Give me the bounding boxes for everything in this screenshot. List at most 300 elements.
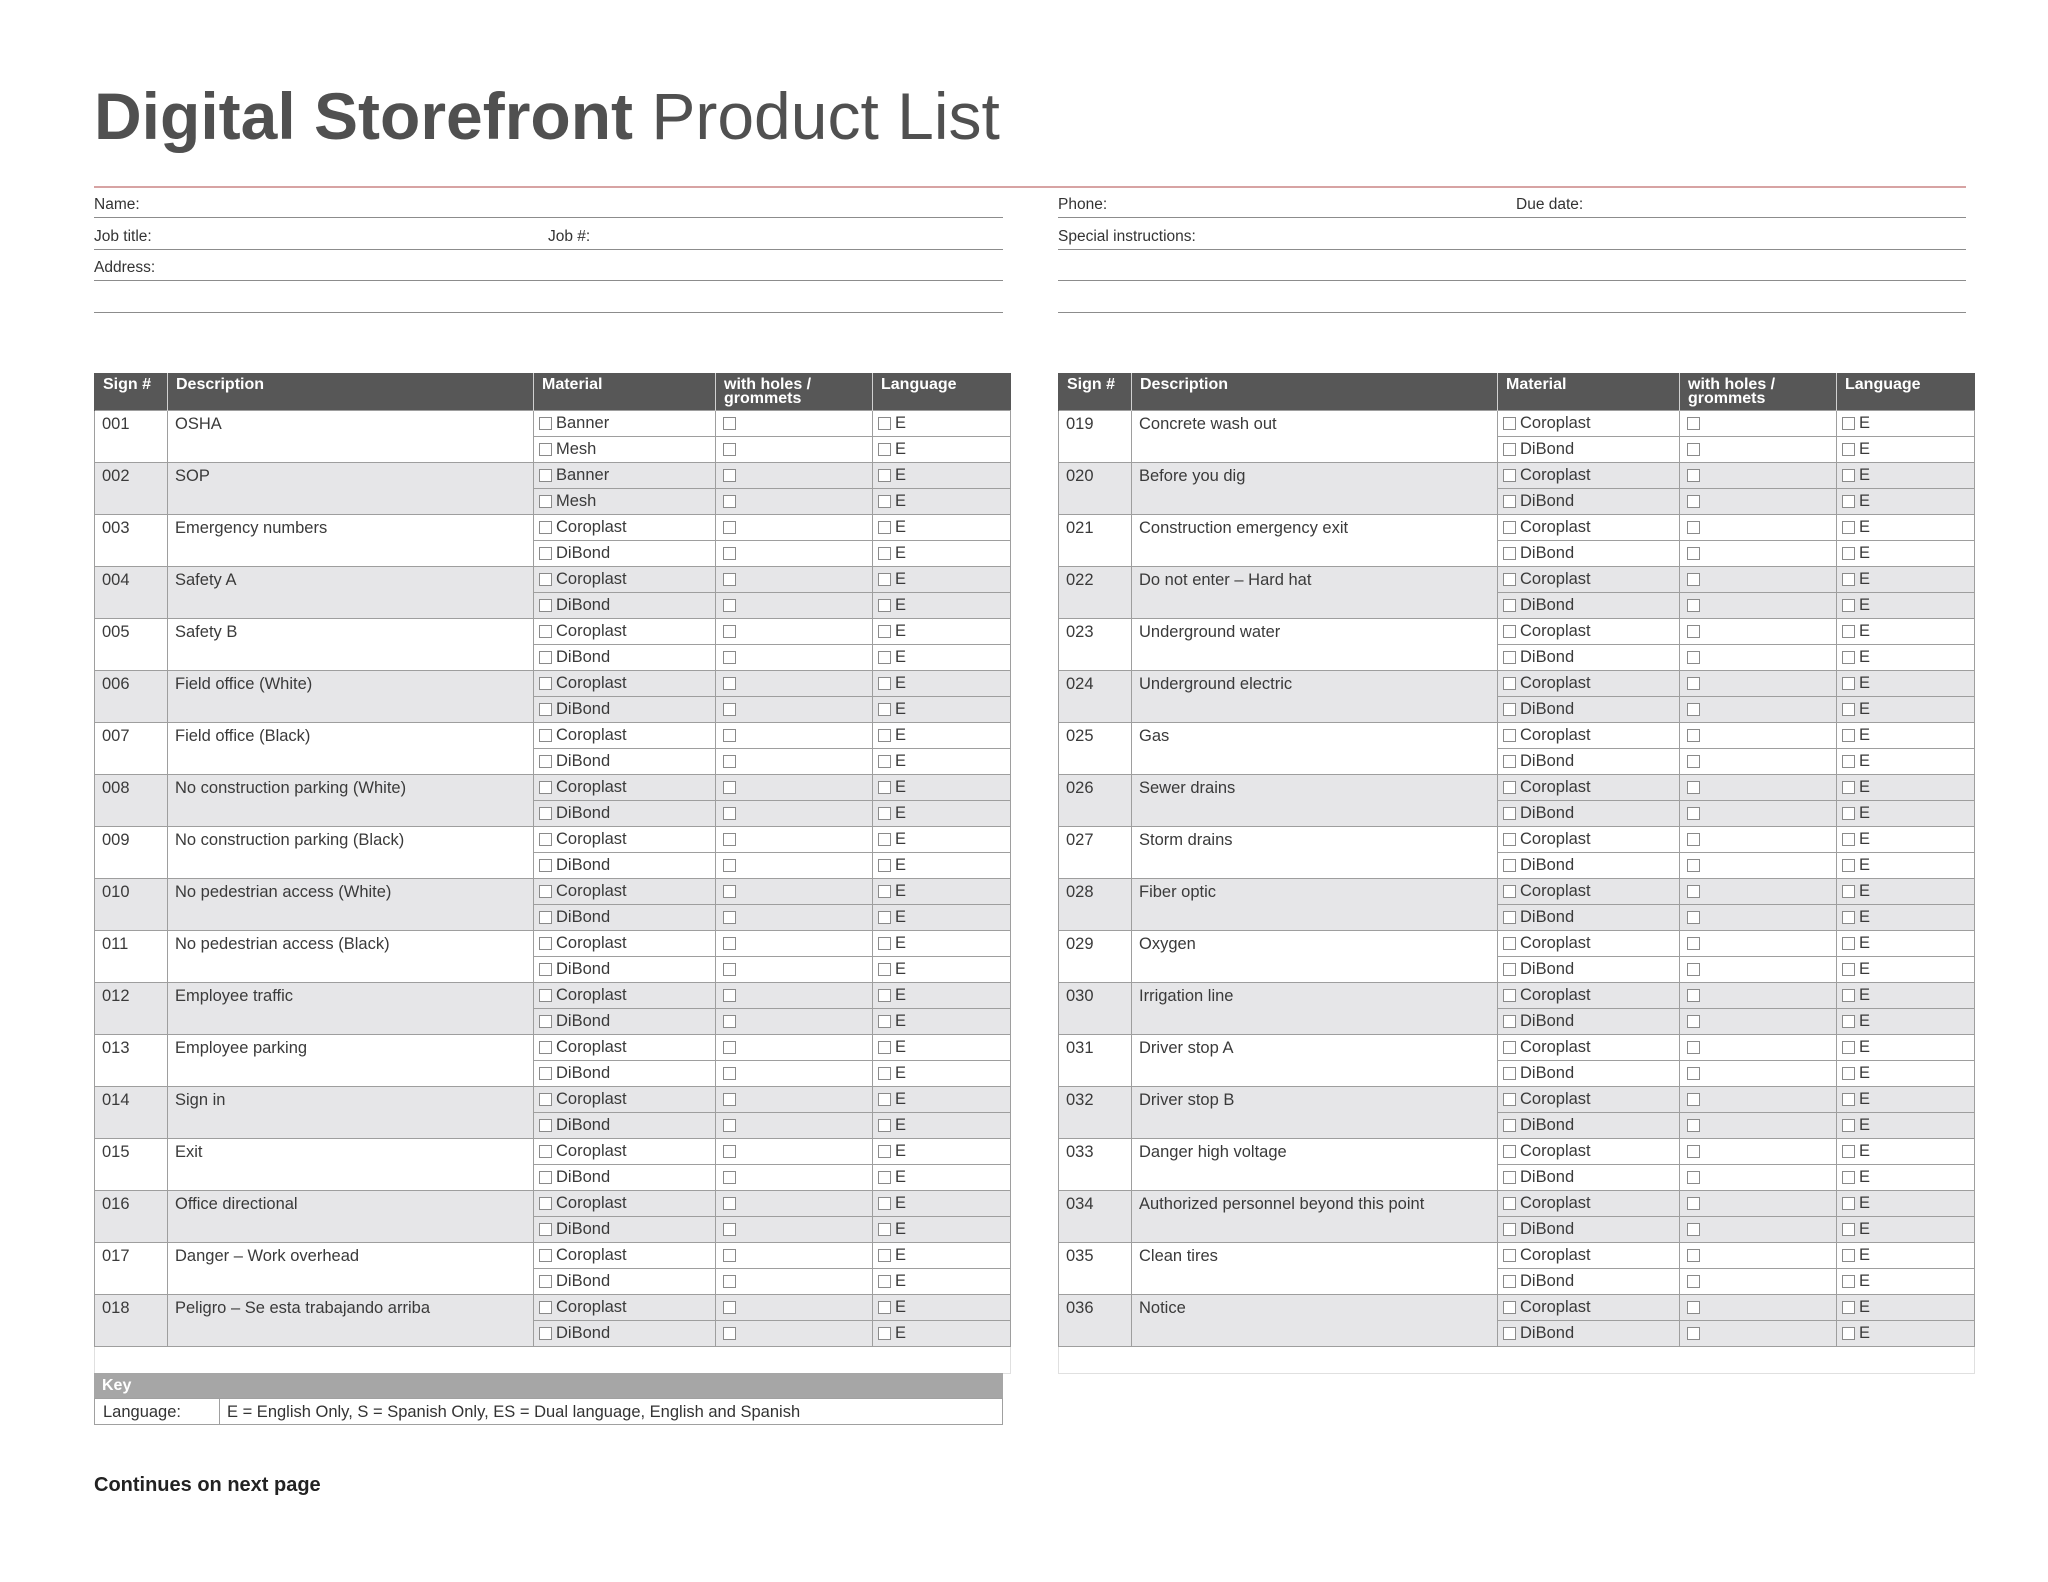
grommets-checkbox[interactable] xyxy=(1687,911,1700,924)
language-checkbox[interactable] xyxy=(878,703,891,716)
grommets-checkbox[interactable] xyxy=(723,1197,736,1210)
grommets-checkbox[interactable] xyxy=(1687,443,1700,456)
material-checkbox[interactable] xyxy=(539,651,552,664)
grommets-checkbox[interactable] xyxy=(1687,1067,1700,1080)
material-checkbox[interactable] xyxy=(539,937,552,950)
sign-number: 023 xyxy=(1059,619,1132,671)
material-checkbox[interactable] xyxy=(1503,755,1516,768)
grommets-checkbox[interactable] xyxy=(723,1301,736,1314)
material-checkbox[interactable] xyxy=(1503,677,1516,690)
material-checkbox[interactable] xyxy=(539,1223,552,1236)
sign-description: Notice xyxy=(1132,1295,1498,1347)
name-field[interactable] xyxy=(94,217,1003,218)
material-checkbox[interactable] xyxy=(1503,807,1516,820)
language-cell xyxy=(1837,463,1975,489)
material-checkbox[interactable] xyxy=(539,781,552,794)
material-checkbox[interactable] xyxy=(1503,703,1516,716)
language-checkbox[interactable] xyxy=(878,651,891,664)
sign-number: 003 xyxy=(95,515,168,567)
material-checkbox[interactable] xyxy=(1503,625,1516,638)
material-checkbox[interactable] xyxy=(1503,469,1516,482)
material-checkbox[interactable] xyxy=(1503,859,1516,872)
language-checkbox[interactable] xyxy=(1842,1301,1855,1314)
language-checkbox[interactable] xyxy=(1842,1223,1855,1236)
material-checkbox[interactable] xyxy=(539,495,552,508)
grommets-checkbox[interactable] xyxy=(723,937,736,950)
language-checkbox[interactable] xyxy=(1842,807,1855,820)
language-checkbox[interactable] xyxy=(878,1015,891,1028)
sign-number: 019 xyxy=(1059,411,1132,463)
language-checkbox[interactable] xyxy=(878,1067,891,1080)
sign-number: 024 xyxy=(1059,671,1132,723)
language-label: E xyxy=(895,544,907,562)
grommets-checkbox[interactable] xyxy=(1687,1301,1700,1314)
language-checkbox[interactable] xyxy=(1842,911,1855,924)
grommets-checkbox[interactable] xyxy=(1687,677,1700,690)
material-checkbox[interactable] xyxy=(539,755,552,768)
language-cell xyxy=(873,1061,1011,1087)
grommets-checkbox[interactable] xyxy=(1687,599,1700,612)
grommets-checkbox[interactable] xyxy=(723,703,736,716)
language-checkbox[interactable] xyxy=(1842,443,1855,456)
language-label: E xyxy=(1859,596,1871,614)
language-checkbox[interactable] xyxy=(1842,1145,1855,1158)
material-checkbox[interactable] xyxy=(539,1041,552,1054)
table-row xyxy=(95,775,1011,801)
language-cell xyxy=(873,931,1011,957)
material-checkbox[interactable] xyxy=(1503,911,1516,924)
language-checkbox[interactable] xyxy=(878,937,891,950)
language-label: E xyxy=(895,804,907,822)
grommets-checkbox[interactable] xyxy=(1687,859,1700,872)
material-checkbox[interactable] xyxy=(1503,1197,1516,1210)
grommets-checkbox[interactable] xyxy=(1687,937,1700,950)
material-label: Coroplast xyxy=(556,1298,627,1316)
language-checkbox[interactable] xyxy=(1842,651,1855,664)
special-instructions-line-2[interactable] xyxy=(1058,280,1966,281)
material-checkbox[interactable] xyxy=(539,573,552,586)
table-row xyxy=(1059,723,1975,749)
grommets-checkbox[interactable] xyxy=(723,859,736,872)
material-checkbox[interactable] xyxy=(539,963,552,976)
material-cell xyxy=(534,905,716,931)
language-checkbox[interactable] xyxy=(1842,1015,1855,1028)
language-checkbox[interactable] xyxy=(1842,833,1855,846)
language-checkbox[interactable] xyxy=(878,1145,891,1158)
language-checkbox[interactable] xyxy=(878,1171,891,1184)
phone-field[interactable] xyxy=(1058,217,1966,218)
grommets-checkbox[interactable] xyxy=(1687,989,1700,1002)
language-cell xyxy=(873,515,1011,541)
grommets-checkbox[interactable] xyxy=(723,1171,736,1184)
grommets-checkbox[interactable] xyxy=(1687,547,1700,560)
grommets-cell xyxy=(1680,1269,1837,1295)
language-checkbox[interactable] xyxy=(1842,599,1855,612)
grommets-checkbox[interactable] xyxy=(723,1015,736,1028)
language-checkbox[interactable] xyxy=(1842,885,1855,898)
material-checkbox[interactable] xyxy=(1503,963,1516,976)
language-checkbox[interactable] xyxy=(878,885,891,898)
col-header-material: Material xyxy=(1498,373,1680,411)
material-label: DiBond xyxy=(556,1168,611,1186)
grommets-checkbox[interactable] xyxy=(723,599,736,612)
language-checkbox[interactable] xyxy=(878,495,891,508)
grommets-cell xyxy=(1680,1295,1837,1321)
language-checkbox[interactable] xyxy=(1842,729,1855,742)
language-checkbox[interactable] xyxy=(1842,859,1855,872)
material-cell xyxy=(534,515,716,541)
grommets-checkbox[interactable] xyxy=(1687,1041,1700,1054)
grommets-checkbox[interactable] xyxy=(723,1067,736,1080)
grommets-checkbox[interactable] xyxy=(1687,755,1700,768)
material-label: DiBond xyxy=(556,1324,611,1342)
material-checkbox[interactable] xyxy=(539,677,552,690)
material-checkbox[interactable] xyxy=(539,885,552,898)
table-row xyxy=(1059,775,1975,801)
language-checkbox[interactable] xyxy=(1842,547,1855,560)
grommets-checkbox[interactable] xyxy=(1687,417,1700,430)
language-checkbox[interactable] xyxy=(1842,625,1855,638)
grommets-checkbox[interactable] xyxy=(723,547,736,560)
material-checkbox[interactable] xyxy=(539,521,552,534)
grommets-checkbox[interactable] xyxy=(1687,573,1700,586)
material-checkbox[interactable] xyxy=(1503,1093,1516,1106)
grommets-checkbox[interactable] xyxy=(1687,729,1700,742)
material-checkbox[interactable] xyxy=(1503,1067,1516,1080)
language-checkbox[interactable] xyxy=(878,1249,891,1262)
material-checkbox[interactable] xyxy=(539,729,552,742)
language-checkbox[interactable] xyxy=(878,1327,891,1340)
grommets-checkbox[interactable] xyxy=(723,1119,736,1132)
language-checkbox[interactable] xyxy=(1842,755,1855,768)
material-cell xyxy=(1498,723,1680,749)
material-checkbox[interactable] xyxy=(539,1015,552,1028)
material-checkbox[interactable] xyxy=(539,1249,552,1262)
material-checkbox[interactable] xyxy=(539,625,552,638)
grommets-checkbox[interactable] xyxy=(1687,833,1700,846)
grommets-checkbox[interactable] xyxy=(1687,1197,1700,1210)
material-checkbox[interactable] xyxy=(539,833,552,846)
language-checkbox[interactable] xyxy=(878,573,891,586)
material-checkbox[interactable] xyxy=(1503,1327,1516,1340)
material-checkbox[interactable] xyxy=(1503,1145,1516,1158)
grommets-checkbox[interactable] xyxy=(723,911,736,924)
table-row xyxy=(95,567,1011,593)
material-checkbox[interactable] xyxy=(1503,573,1516,586)
grommets-checkbox[interactable] xyxy=(723,807,736,820)
grommets-checkbox[interactable] xyxy=(723,833,736,846)
material-checkbox[interactable] xyxy=(539,989,552,1002)
grommets-checkbox[interactable] xyxy=(723,1249,736,1262)
grommets-checkbox[interactable] xyxy=(723,1145,736,1158)
material-checkbox[interactable] xyxy=(539,443,552,456)
language-label: E xyxy=(895,648,907,666)
grommets-cell xyxy=(1680,879,1837,905)
language-checkbox[interactable] xyxy=(878,625,891,638)
language-checkbox[interactable] xyxy=(1842,573,1855,586)
material-checkbox[interactable] xyxy=(539,1067,552,1080)
language-label: E xyxy=(1859,518,1871,536)
grommets-checkbox[interactable] xyxy=(723,781,736,794)
language-checkbox[interactable] xyxy=(878,989,891,1002)
material-label: Coroplast xyxy=(556,986,627,1004)
sign-description: Authorized personnel beyond this point xyxy=(1132,1191,1498,1243)
language-checkbox[interactable] xyxy=(878,599,891,612)
table-row xyxy=(95,1087,1011,1113)
grommets-cell xyxy=(1680,671,1837,697)
address-field[interactable] xyxy=(94,280,1003,281)
language-checkbox[interactable] xyxy=(878,781,891,794)
language-label: E xyxy=(1859,1064,1871,1082)
grommets-checkbox[interactable] xyxy=(723,625,736,638)
material-cell xyxy=(534,489,716,515)
grommets-cell xyxy=(716,931,873,957)
language-label: E xyxy=(895,1064,907,1082)
material-checkbox[interactable] xyxy=(1503,1119,1516,1132)
material-checkbox[interactable] xyxy=(539,547,552,560)
special-instructions-line-3[interactable] xyxy=(1058,312,1966,313)
material-checkbox[interactable] xyxy=(539,807,552,820)
language-checkbox[interactable] xyxy=(1842,963,1855,976)
material-checkbox[interactable] xyxy=(1503,417,1516,430)
grommets-checkbox[interactable] xyxy=(1687,1275,1700,1288)
material-checkbox[interactable] xyxy=(1503,1041,1516,1054)
material-checkbox[interactable] xyxy=(539,599,552,612)
grommets-checkbox[interactable] xyxy=(723,677,736,690)
table-row xyxy=(95,1295,1011,1321)
language-checkbox[interactable] xyxy=(1842,677,1855,690)
grommets-checkbox[interactable] xyxy=(1687,495,1700,508)
grommets-checkbox[interactable] xyxy=(1687,1015,1700,1028)
due-date-label: Due date: xyxy=(1516,196,1584,213)
language-label: E xyxy=(895,960,907,978)
grommets-checkbox[interactable] xyxy=(723,1041,736,1054)
grommets-checkbox[interactable] xyxy=(1687,703,1700,716)
language-checkbox[interactable] xyxy=(878,729,891,742)
grommets-checkbox[interactable] xyxy=(723,1327,736,1340)
grommets-checkbox[interactable] xyxy=(723,729,736,742)
grommets-cell xyxy=(716,1113,873,1139)
language-checkbox[interactable] xyxy=(1842,1275,1855,1288)
language-checkbox[interactable] xyxy=(878,963,891,976)
language-checkbox[interactable] xyxy=(878,443,891,456)
material-checkbox[interactable] xyxy=(1503,1171,1516,1184)
language-checkbox[interactable] xyxy=(1842,1197,1855,1210)
grommets-cell xyxy=(1680,1321,1837,1347)
material-checkbox[interactable] xyxy=(1503,1223,1516,1236)
grommets-checkbox[interactable] xyxy=(723,989,736,1002)
grommets-checkbox[interactable] xyxy=(723,1093,736,1106)
language-cell xyxy=(1837,1243,1975,1269)
grommets-checkbox[interactable] xyxy=(1687,1249,1700,1262)
material-checkbox[interactable] xyxy=(1503,651,1516,664)
grommets-checkbox[interactable] xyxy=(723,651,736,664)
material-checkbox[interactable] xyxy=(539,1301,552,1314)
language-cell xyxy=(873,1295,1011,1321)
grommets-checkbox[interactable] xyxy=(723,1275,736,1288)
grommets-checkbox[interactable] xyxy=(1687,1223,1700,1236)
material-cell xyxy=(1498,567,1680,593)
language-checkbox[interactable] xyxy=(878,547,891,560)
grommets-checkbox[interactable] xyxy=(1687,885,1700,898)
sign-number: 011 xyxy=(95,931,168,983)
language-checkbox[interactable] xyxy=(878,833,891,846)
material-checkbox[interactable] xyxy=(1503,1275,1516,1288)
language-checkbox[interactable] xyxy=(878,911,891,924)
material-cell xyxy=(1498,1035,1680,1061)
language-checkbox[interactable] xyxy=(1842,417,1855,430)
material-cell xyxy=(534,593,716,619)
language-cell xyxy=(873,671,1011,697)
material-checkbox[interactable] xyxy=(1503,885,1516,898)
language-checkbox[interactable] xyxy=(1842,1119,1855,1132)
grommets-checkbox[interactable] xyxy=(723,573,736,586)
language-cell xyxy=(873,1321,1011,1347)
table-row xyxy=(95,1035,1011,1061)
material-checkbox[interactable] xyxy=(539,1119,552,1132)
grommets-checkbox[interactable] xyxy=(1687,521,1700,534)
material-label: DiBond xyxy=(1520,544,1575,562)
material-checkbox[interactable] xyxy=(1503,729,1516,742)
language-checkbox[interactable] xyxy=(878,417,891,430)
material-checkbox[interactable] xyxy=(1503,833,1516,846)
material-checkbox[interactable] xyxy=(539,911,552,924)
grommets-checkbox[interactable] xyxy=(723,963,736,976)
language-label: E xyxy=(1859,492,1871,510)
language-checkbox[interactable] xyxy=(878,859,891,872)
language-checkbox[interactable] xyxy=(878,1119,891,1132)
material-checkbox[interactable] xyxy=(539,1275,552,1288)
language-checkbox[interactable] xyxy=(878,1041,891,1054)
language-checkbox[interactable] xyxy=(878,1197,891,1210)
grommets-checkbox[interactable] xyxy=(723,469,736,482)
language-checkbox[interactable] xyxy=(1842,469,1855,482)
sign-description: Danger – Work overhead xyxy=(168,1243,534,1295)
material-cell xyxy=(534,957,716,983)
language-checkbox[interactable] xyxy=(878,521,891,534)
address-field-line-2[interactable] xyxy=(94,312,1003,313)
special-instructions-field[interactable] xyxy=(1058,249,1966,250)
material-checkbox[interactable] xyxy=(539,469,552,482)
language-checkbox[interactable] xyxy=(1842,781,1855,794)
grommets-checkbox[interactable] xyxy=(1687,651,1700,664)
language-checkbox[interactable] xyxy=(1842,1171,1855,1184)
phone-label: Phone: xyxy=(1058,196,1108,213)
grommets-checkbox[interactable] xyxy=(723,885,736,898)
language-cell xyxy=(1837,723,1975,749)
sign-number: 002 xyxy=(95,463,168,515)
language-checkbox[interactable] xyxy=(878,1223,891,1236)
material-checkbox[interactable] xyxy=(1503,443,1516,456)
grommets-checkbox[interactable] xyxy=(1687,1327,1700,1340)
language-label: E xyxy=(1859,856,1871,874)
material-checkbox[interactable] xyxy=(539,859,552,872)
grommets-checkbox[interactable] xyxy=(723,1223,736,1236)
language-checkbox[interactable] xyxy=(878,1275,891,1288)
grommets-checkbox[interactable] xyxy=(723,443,736,456)
language-checkbox[interactable] xyxy=(1842,1093,1855,1106)
grommets-checkbox[interactable] xyxy=(1687,1171,1700,1184)
material-checkbox[interactable] xyxy=(539,703,552,716)
grommets-checkbox[interactable] xyxy=(723,417,736,430)
grommets-checkbox[interactable] xyxy=(1687,469,1700,482)
sign-description: Emergency numbers xyxy=(168,515,534,567)
job-title-field[interactable] xyxy=(94,249,1003,250)
language-checkbox[interactable] xyxy=(1842,989,1855,1002)
language-checkbox[interactable] xyxy=(878,1301,891,1314)
grommets-cell xyxy=(716,411,873,437)
material-checkbox[interactable] xyxy=(539,1145,552,1158)
language-checkbox[interactable] xyxy=(1842,937,1855,950)
material-checkbox[interactable] xyxy=(539,1327,552,1340)
material-checkbox[interactable] xyxy=(539,417,552,430)
language-checkbox[interactable] xyxy=(878,755,891,768)
language-checkbox[interactable] xyxy=(878,469,891,482)
sign-number: 034 xyxy=(1059,1191,1132,1243)
grommets-checkbox[interactable] xyxy=(1687,1119,1700,1132)
material-label: Coroplast xyxy=(556,674,627,692)
grommets-checkbox[interactable] xyxy=(1687,963,1700,976)
material-checkbox[interactable] xyxy=(1503,937,1516,950)
language-checkbox[interactable] xyxy=(878,1093,891,1106)
material-checkbox[interactable] xyxy=(1503,521,1516,534)
grommets-checkbox[interactable] xyxy=(723,495,736,508)
language-checkbox[interactable] xyxy=(1842,1327,1855,1340)
material-cell xyxy=(1498,645,1680,671)
material-checkbox[interactable] xyxy=(1503,547,1516,560)
material-checkbox[interactable] xyxy=(539,1171,552,1184)
material-checkbox[interactable] xyxy=(539,1197,552,1210)
material-checkbox[interactable] xyxy=(1503,1301,1516,1314)
language-cell xyxy=(873,437,1011,463)
grommets-checkbox[interactable] xyxy=(1687,1145,1700,1158)
material-checkbox[interactable] xyxy=(1503,989,1516,1002)
blank-cell xyxy=(1059,1347,1975,1374)
material-checkbox[interactable] xyxy=(1503,495,1516,508)
grommets-checkbox[interactable] xyxy=(723,521,736,534)
material-cell xyxy=(534,1009,716,1035)
language-cell xyxy=(873,1009,1011,1035)
language-checkbox[interactable] xyxy=(878,677,891,690)
material-label: Coroplast xyxy=(556,934,627,952)
language-checkbox[interactable] xyxy=(1842,1041,1855,1054)
language-checkbox[interactable] xyxy=(1842,521,1855,534)
language-checkbox[interactable] xyxy=(1842,1249,1855,1262)
language-checkbox[interactable] xyxy=(1842,1067,1855,1080)
material-checkbox[interactable] xyxy=(1503,599,1516,612)
material-checkbox[interactable] xyxy=(539,1093,552,1106)
grommets-checkbox[interactable] xyxy=(1687,781,1700,794)
sign-number: 007 xyxy=(95,723,168,775)
col-header-description: Description xyxy=(1132,373,1498,411)
grommets-checkbox[interactable] xyxy=(1687,625,1700,638)
material-checkbox[interactable] xyxy=(1503,781,1516,794)
language-checkbox[interactable] xyxy=(1842,703,1855,716)
material-cell xyxy=(1498,1217,1680,1243)
material-checkbox[interactable] xyxy=(1503,1249,1516,1262)
material-cell xyxy=(1498,931,1680,957)
material-label: DiBond xyxy=(556,596,611,614)
grommets-checkbox[interactable] xyxy=(723,755,736,768)
language-cell xyxy=(873,749,1011,775)
grommets-checkbox[interactable] xyxy=(1687,1093,1700,1106)
grommets-cell xyxy=(716,1087,873,1113)
language-checkbox[interactable] xyxy=(878,807,891,820)
language-checkbox[interactable] xyxy=(1842,495,1855,508)
material-checkbox[interactable] xyxy=(1503,1015,1516,1028)
grommets-checkbox[interactable] xyxy=(1687,807,1700,820)
material-label: DiBond xyxy=(1520,440,1575,458)
